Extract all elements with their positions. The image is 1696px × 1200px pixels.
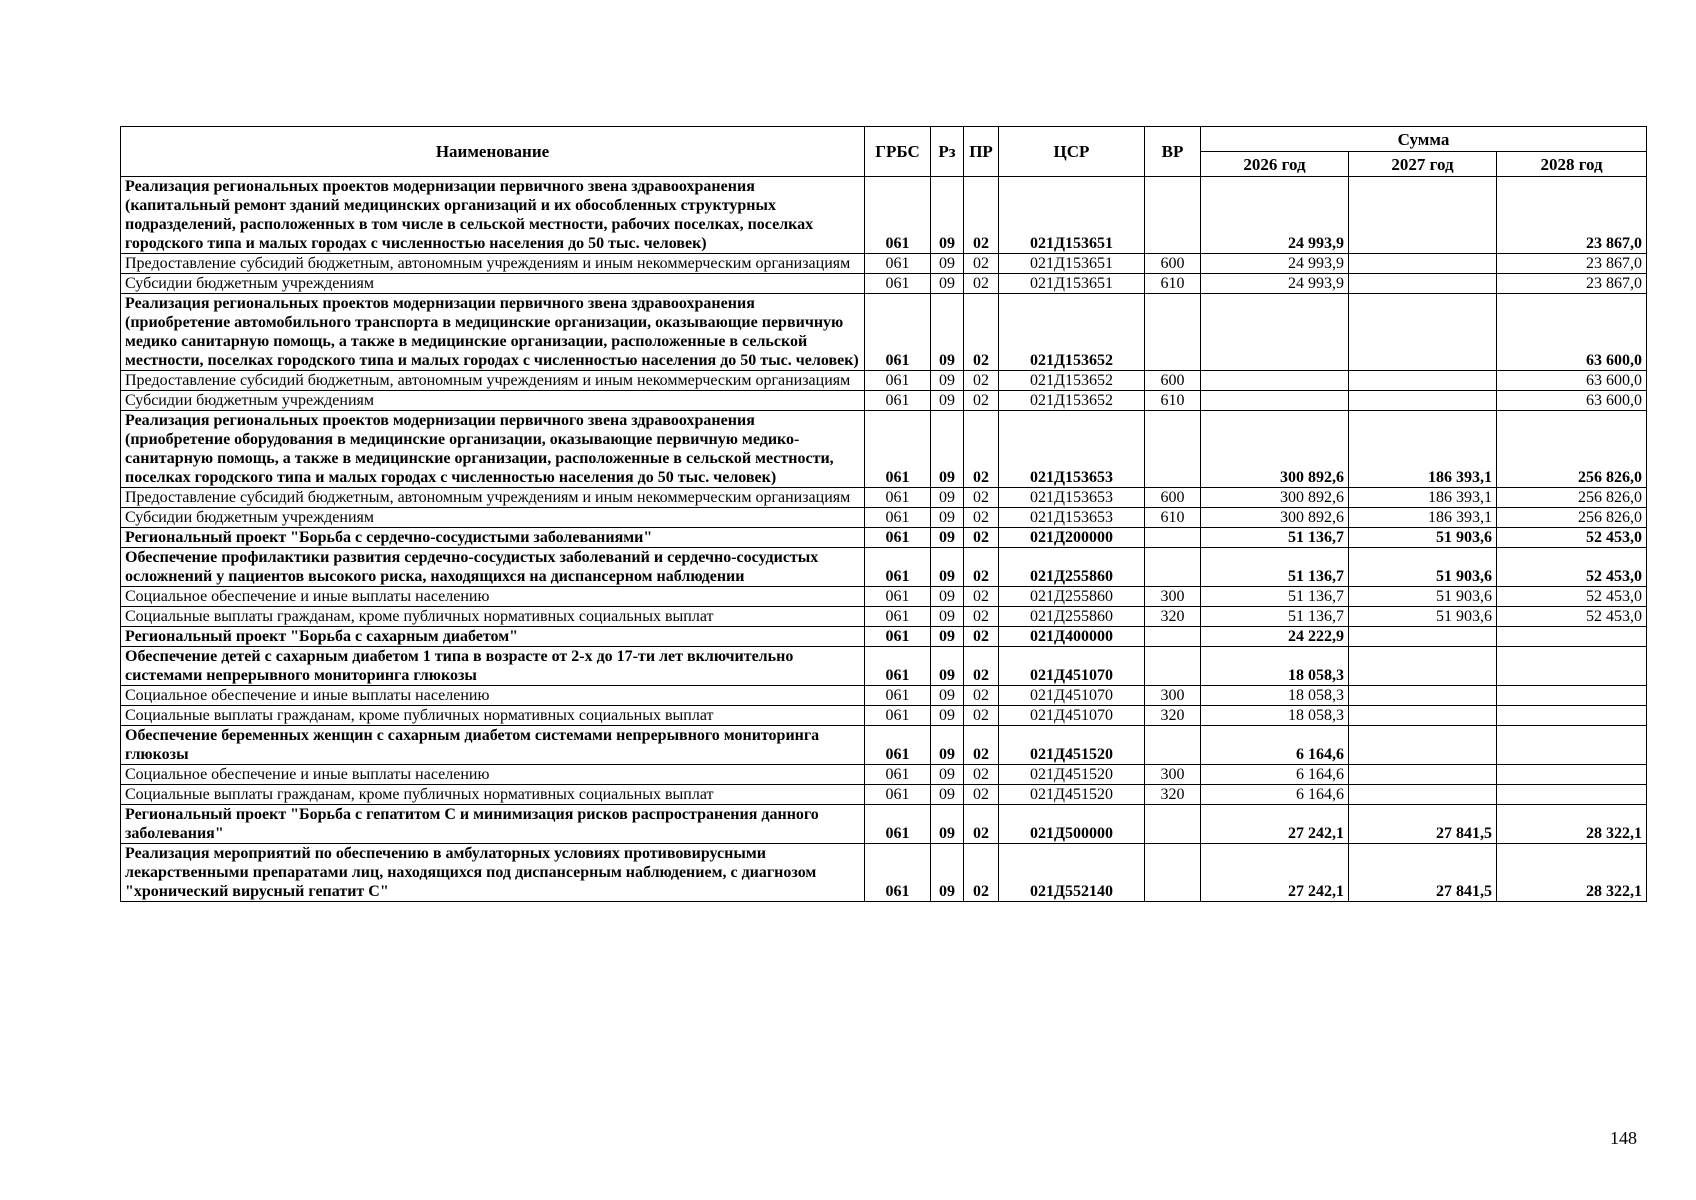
cell-vr: [1145, 528, 1201, 548]
cell-csr: 021Д451520: [999, 765, 1145, 785]
cell-amount-2027: 51 903,6: [1349, 548, 1497, 587]
cell-vr: 320: [1145, 785, 1201, 805]
cell-name: Социальные выплаты гражданам, кроме публичных нормативных социальных выплат: [121, 706, 865, 726]
cell-amount-2028: [1497, 686, 1647, 706]
cell-rz: 09: [931, 488, 964, 508]
cell-csr: 021Д200000: [999, 528, 1145, 548]
cell-name: Социальное обеспечение и иные выплаты населению: [121, 587, 865, 607]
cell-amount-2026: 24 993,9: [1201, 177, 1349, 254]
cell-vr: [1145, 294, 1201, 371]
cell-amount-2028: 23 867,0: [1497, 274, 1647, 294]
cell-pr: 02: [964, 607, 999, 627]
cell-rz: 09: [931, 391, 964, 411]
cell-amount-2027: 51 903,6: [1349, 607, 1497, 627]
cell-amount-2027: [1349, 274, 1497, 294]
cell-amount-2027: [1349, 254, 1497, 274]
cell-pr: 02: [964, 274, 999, 294]
cell-rz: 09: [931, 294, 964, 371]
cell-amount-2026: 6 164,6: [1201, 785, 1349, 805]
table-row: [121, 548, 1647, 587]
cell-name: Реализация региональных проектов модернизации первичного звена здравоохранения (капитальный ремонт зданий медицинских организаций и их обособленных структурных подразделений, расположенных в том числе в сельской местности, рабочих поселках, поселках городского типа и малых городах с численностью населения до 50 тыс. человек): [121, 177, 865, 254]
cell-grbs: 061: [865, 607, 931, 627]
cell-vr: [1145, 627, 1201, 647]
cell-name: Реализация мероприятий по обеспечению в амбулаторных условиях противовирусными лекарственными препаратами лиц, находящихся под диспансерным наблюдением, с диагнозом "хронический вирусный гепатит С": [121, 844, 865, 902]
cell-name: Предоставление субсидий бюджетным, автономным учреждениям и иным некоммерческим организациям: [121, 254, 865, 274]
cell-grbs: 061: [865, 726, 931, 765]
cell-csr: 021Д552140: [999, 844, 1145, 902]
cell-pr: 02: [964, 805, 999, 844]
cell-amount-2026: 51 136,7: [1201, 607, 1349, 627]
cell-pr: 02: [964, 177, 999, 254]
table-row: [121, 294, 1647, 371]
cell-grbs: 061: [865, 274, 931, 294]
cell-amount-2026: 27 242,1: [1201, 844, 1349, 902]
cell-amount-2028: 52 453,0: [1497, 548, 1647, 587]
cell-amount-2027: [1349, 765, 1497, 785]
cell-vr: 320: [1145, 607, 1201, 627]
cell-name: Субсидии бюджетным учреждениям: [121, 508, 865, 528]
cell-amount-2027: [1349, 647, 1497, 686]
cell-amount-2028: [1497, 706, 1647, 726]
cell-name: Социальное обеспечение и иные выплаты населению: [121, 765, 865, 785]
table-row: [121, 607, 1647, 627]
cell-grbs: 061: [865, 706, 931, 726]
cell-amount-2027: [1349, 686, 1497, 706]
cell-name: Обеспечение беременных женщин с сахарным диабетом системами непрерывного мониторинга глюкозы: [121, 726, 865, 765]
cell-amount-2028: 23 867,0: [1497, 254, 1647, 274]
cell-amount-2026: 6 164,6: [1201, 726, 1349, 765]
cell-amount-2027: 186 393,1: [1349, 488, 1497, 508]
cell-amount-2028: 28 322,1: [1497, 844, 1647, 902]
cell-amount-2028: 256 826,0: [1497, 488, 1647, 508]
cell-amount-2028: 28 322,1: [1497, 805, 1647, 844]
cell-csr: 021Д255860: [999, 548, 1145, 587]
cell-amount-2027: 186 393,1: [1349, 411, 1497, 488]
cell-vr: 300: [1145, 587, 1201, 607]
cell-name: Региональный проект "Борьба с сердечно-сосудистыми заболеваниями": [121, 528, 865, 548]
cell-amount-2028: 23 867,0: [1497, 177, 1647, 254]
cell-rz: 09: [931, 371, 964, 391]
table-row: [121, 765, 1647, 785]
cell-rz: 09: [931, 805, 964, 844]
cell-pr: 02: [964, 785, 999, 805]
cell-vr: [1145, 805, 1201, 844]
cell-amount-2028: 63 600,0: [1497, 371, 1647, 391]
cell-grbs: 061: [865, 686, 931, 706]
cell-vr: [1145, 647, 1201, 686]
cell-rz: 09: [931, 548, 964, 587]
cell-amount-2028: [1497, 765, 1647, 785]
cell-name: Региональный проект "Борьба с гепатитом С и минимизация рисков распространения данного заболевания": [121, 805, 865, 844]
cell-csr: 021Д153652: [999, 371, 1145, 391]
cell-amount-2027: [1349, 391, 1497, 411]
cell-grbs: 061: [865, 805, 931, 844]
header-year-2026: 2026 год: [1201, 152, 1349, 177]
cell-amount-2026: 18 058,3: [1201, 686, 1349, 706]
cell-rz: 09: [931, 254, 964, 274]
cell-name: Обеспечение детей с сахарным диабетом 1 типа в возрасте от 2-х до 17-ти лет включительно системами непрерывного мониторинга глюкозы: [121, 647, 865, 686]
table-row: [121, 844, 1647, 902]
cell-amount-2027: 27 841,5: [1349, 805, 1497, 844]
cell-rz: 09: [931, 177, 964, 254]
cell-csr: 021Д153651: [999, 177, 1145, 254]
cell-pr: 02: [964, 844, 999, 902]
cell-grbs: 061: [865, 371, 931, 391]
cell-rz: 09: [931, 765, 964, 785]
table-row: [121, 686, 1647, 706]
table-row: [121, 528, 1647, 548]
cell-amount-2027: [1349, 706, 1497, 726]
cell-csr: 021Д153651: [999, 254, 1145, 274]
cell-vr: 610: [1145, 391, 1201, 411]
cell-grbs: 061: [865, 844, 931, 902]
cell-rz: 09: [931, 627, 964, 647]
cell-vr: [1145, 411, 1201, 488]
cell-pr: 02: [964, 508, 999, 528]
cell-pr: 02: [964, 627, 999, 647]
cell-amount-2028: [1497, 726, 1647, 765]
header-grbs: ГРБС: [865, 127, 931, 177]
cell-rz: 09: [931, 411, 964, 488]
cell-rz: 09: [931, 528, 964, 548]
cell-name: Субсидии бюджетным учреждениям: [121, 274, 865, 294]
table-row: [121, 371, 1647, 391]
cell-name: Региональный проект "Борьба с сахарным диабетом": [121, 627, 865, 647]
header-csr: ЦСР: [999, 127, 1145, 177]
cell-grbs: 061: [865, 508, 931, 528]
cell-amount-2026: [1201, 391, 1349, 411]
cell-amount-2027: [1349, 294, 1497, 371]
cell-name: Социальные выплаты гражданам, кроме публичных нормативных социальных выплат: [121, 785, 865, 805]
cell-grbs: 061: [865, 177, 931, 254]
cell-amount-2027: 27 841,5: [1349, 844, 1497, 902]
cell-amount-2027: 51 903,6: [1349, 528, 1497, 548]
cell-amount-2028: 63 600,0: [1497, 294, 1647, 371]
cell-rz: 09: [931, 686, 964, 706]
cell-grbs: 061: [865, 785, 931, 805]
cell-grbs: 061: [865, 294, 931, 371]
cell-csr: 021Д451070: [999, 706, 1145, 726]
cell-amount-2026: 300 892,6: [1201, 411, 1349, 488]
cell-grbs: 061: [865, 391, 931, 411]
table-row: [121, 411, 1647, 488]
table-row: [121, 627, 1647, 647]
cell-amount-2027: [1349, 785, 1497, 805]
cell-pr: 02: [964, 706, 999, 726]
cell-amount-2026: 300 892,6: [1201, 488, 1349, 508]
cell-vr: [1145, 177, 1201, 254]
cell-pr: 02: [964, 294, 999, 371]
cell-grbs: 061: [865, 765, 931, 785]
cell-grbs: 061: [865, 587, 931, 607]
cell-amount-2027: 51 903,6: [1349, 587, 1497, 607]
cell-amount-2028: 52 453,0: [1497, 528, 1647, 548]
cell-amount-2026: 300 892,6: [1201, 508, 1349, 528]
cell-csr: 021Д153653: [999, 411, 1145, 488]
cell-amount-2028: 52 453,0: [1497, 607, 1647, 627]
cell-grbs: 061: [865, 528, 931, 548]
cell-pr: 02: [964, 647, 999, 686]
cell-amount-2027: [1349, 726, 1497, 765]
cell-csr: 021Д451520: [999, 726, 1145, 765]
cell-rz: 09: [931, 647, 964, 686]
cell-vr: [1145, 844, 1201, 902]
cell-csr: 021Д153651: [999, 274, 1145, 294]
page-number: 148: [1610, 1128, 1637, 1148]
header-year-2027: 2027 год: [1349, 152, 1497, 177]
cell-amount-2028: [1497, 785, 1647, 805]
cell-amount-2026: 51 136,7: [1201, 528, 1349, 548]
cell-name: Субсидии бюджетным учреждениям: [121, 391, 865, 411]
cell-amount-2028: 63 600,0: [1497, 391, 1647, 411]
cell-grbs: 061: [865, 647, 931, 686]
cell-rz: 09: [931, 274, 964, 294]
cell-pr: 02: [964, 391, 999, 411]
cell-pr: 02: [964, 587, 999, 607]
cell-amount-2028: 52 453,0: [1497, 587, 1647, 607]
cell-amount-2026: 27 242,1: [1201, 805, 1349, 844]
table-row: [121, 647, 1647, 686]
table-row: [121, 785, 1647, 805]
cell-vr: 610: [1145, 508, 1201, 528]
cell-rz: 09: [931, 587, 964, 607]
cell-amount-2027: [1349, 371, 1497, 391]
table-header: [121, 127, 1647, 177]
table-body: [121, 177, 1647, 902]
cell-csr: 021Д153652: [999, 391, 1145, 411]
table-row: [121, 488, 1647, 508]
header-name: Наименование: [121, 127, 865, 177]
cell-amount-2027: [1349, 627, 1497, 647]
cell-vr: 600: [1145, 254, 1201, 274]
cell-pr: 02: [964, 548, 999, 587]
table-row: [121, 706, 1647, 726]
cell-amount-2026: 24 993,9: [1201, 254, 1349, 274]
cell-vr: 610: [1145, 274, 1201, 294]
cell-name: Реализация региональных проектов модернизации первичного звена здравоохранения (приобретение оборудования в медицинские организации, оказывающие первичную медико-санитарную помощь, а также в медицинские организации, расположенные в сельской местности, поселках городского типа и малых городах с численностью населения до 50 тыс. человек): [121, 411, 865, 488]
cell-amount-2027: [1349, 177, 1497, 254]
cell-amount-2026: [1201, 294, 1349, 371]
cell-grbs: 061: [865, 411, 931, 488]
cell-amount-2028: 256 826,0: [1497, 508, 1647, 528]
cell-name: Реализация региональных проектов модернизации первичного звена здравоохранения (приобретение автомобильного транспорта в медицинские организации, оказывающие первичную медико санитарную помощь, а также в медицинские организации, расположенные в сельской местности, поселках городского типа и малых городах с численностью населения до 50 тыс. человек): [121, 294, 865, 371]
cell-rz: 09: [931, 844, 964, 902]
cell-amount-2026: 18 058,3: [1201, 647, 1349, 686]
cell-rz: 09: [931, 726, 964, 765]
cell-csr: 021Д255860: [999, 587, 1145, 607]
table-row: [121, 726, 1647, 765]
cell-amount-2026: 24 993,9: [1201, 274, 1349, 294]
table-row: [121, 177, 1647, 254]
cell-name: Социальное обеспечение и иные выплаты населению: [121, 686, 865, 706]
cell-amount-2026: 24 222,9: [1201, 627, 1349, 647]
cell-grbs: 061: [865, 254, 931, 274]
header-pr: ПР: [964, 127, 999, 177]
cell-amount-2027: 186 393,1: [1349, 508, 1497, 528]
cell-csr: 021Д451070: [999, 686, 1145, 706]
cell-csr: 021Д451520: [999, 785, 1145, 805]
cell-csr: 021Д153653: [999, 488, 1145, 508]
cell-pr: 02: [964, 411, 999, 488]
cell-pr: 02: [964, 765, 999, 785]
cell-name: Социальные выплаты гражданам, кроме публичных нормативных социальных выплат: [121, 607, 865, 627]
cell-grbs: 061: [865, 548, 931, 587]
cell-name: Обеспечение профилактики развития сердечно-сосудистых заболеваний и сердечно-сосудистых осложнений у пациентов высокого риска, находящихся на диспансерном наблюдении: [121, 548, 865, 587]
cell-rz: 09: [931, 607, 964, 627]
cell-vr: [1145, 726, 1201, 765]
table-row: [121, 508, 1647, 528]
cell-name: Предоставление субсидий бюджетным, автономным учреждениям и иным некоммерческим организациям: [121, 488, 865, 508]
header-vr: ВР: [1145, 127, 1201, 177]
cell-pr: 02: [964, 254, 999, 274]
header-rz: Рз: [931, 127, 964, 177]
cell-grbs: 061: [865, 488, 931, 508]
cell-pr: 02: [964, 528, 999, 548]
cell-rz: 09: [931, 706, 964, 726]
cell-csr: 021Д400000: [999, 627, 1145, 647]
cell-amount-2026: 18 058,3: [1201, 706, 1349, 726]
table-row: [121, 254, 1647, 274]
cell-rz: 09: [931, 785, 964, 805]
cell-amount-2028: 256 826,0: [1497, 411, 1647, 488]
cell-amount-2026: 6 164,6: [1201, 765, 1349, 785]
header-year-2028: 2028 год: [1497, 152, 1647, 177]
table-row: [121, 274, 1647, 294]
cell-rz: 09: [931, 508, 964, 528]
cell-pr: 02: [964, 488, 999, 508]
cell-vr: 320: [1145, 706, 1201, 726]
cell-csr: 021Д153652: [999, 294, 1145, 371]
table-row: [121, 391, 1647, 411]
cell-pr: 02: [964, 726, 999, 765]
cell-csr: 021Д255860: [999, 607, 1145, 627]
cell-csr: 021Д451070: [999, 647, 1145, 686]
cell-vr: 600: [1145, 371, 1201, 391]
table-row: [121, 587, 1647, 607]
budget-table: [120, 126, 1647, 902]
cell-csr: 021Д153653: [999, 508, 1145, 528]
cell-amount-2028: [1497, 627, 1647, 647]
cell-amount-2026: [1201, 371, 1349, 391]
cell-amount-2028: [1497, 647, 1647, 686]
cell-csr: 021Д500000: [999, 805, 1145, 844]
cell-amount-2026: 51 136,7: [1201, 548, 1349, 587]
cell-amount-2026: 51 136,7: [1201, 587, 1349, 607]
cell-grbs: 061: [865, 627, 931, 647]
cell-vr: [1145, 548, 1201, 587]
cell-vr: 300: [1145, 686, 1201, 706]
cell-pr: 02: [964, 371, 999, 391]
cell-name: Предоставление субсидий бюджетным, автономным учреждениям и иным некоммерческим организациям: [121, 371, 865, 391]
cell-vr: 600: [1145, 488, 1201, 508]
table-row: [121, 805, 1647, 844]
header-sum: Сумма: [1201, 127, 1647, 152]
cell-pr: 02: [964, 686, 999, 706]
cell-vr: 300: [1145, 765, 1201, 785]
